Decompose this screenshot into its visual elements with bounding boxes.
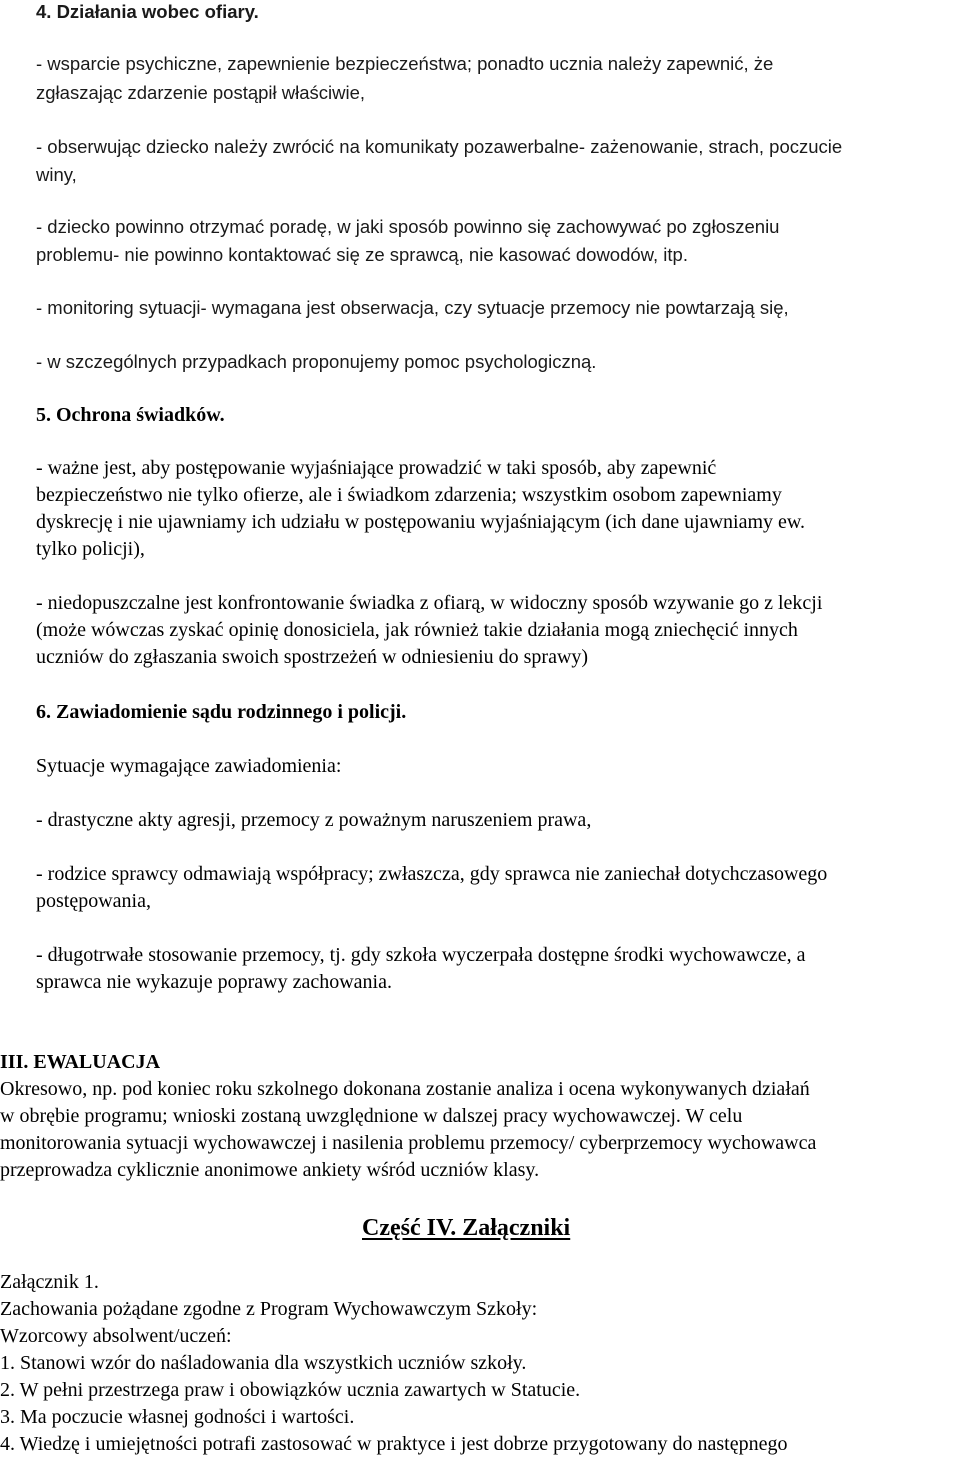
section-heading: 5. Ochrona świadków. xyxy=(36,404,225,426)
paragraph-line: - ważne jest, aby postępowanie wyjaśniające prowadzić w taki sposób, aby zapewnić xyxy=(36,457,717,479)
paragraph-line: Zachowania pożądane zgodne z Program Wychowawczym Szkoły: xyxy=(0,1298,538,1320)
paragraph-line: winy, xyxy=(36,164,77,185)
paragraph-line: Sytuacje wymagające zawiadomienia: xyxy=(36,755,342,777)
paragraph-line: zgłaszając zdarzenie postąpił właściwie, xyxy=(36,82,366,103)
section-heading: 4. Działania wobec ofiary. xyxy=(36,1,259,22)
paragraph-line: - dziecko powinno otrzymać poradę, w jaki sposób powinno się zachowywać po zgłoszeniu xyxy=(36,216,780,237)
paragraph-line: bezpieczeństwo nie tylko ofierze, ale i świadkom zdarzenia; wszystkim osobom zapewniamy xyxy=(36,484,782,506)
paragraph-line: (może wówczas zyskać opinię donosiciela, jak również takie działania mogą zniechęcić innych xyxy=(36,619,798,641)
paragraph-line: - drastyczne akty agresji, przemocy z poważnym naruszeniem prawa, xyxy=(36,809,592,831)
paragraph-line: - monitoring sytuacji- wymagana jest obserwacja, czy sytuacje przemocy nie powtarzają się, xyxy=(36,297,789,318)
paragraph-line: tylko policji), xyxy=(36,538,145,560)
list-item: 1. Stanowi wzór do naśladowania dla wszystkich uczniów szkoły. xyxy=(0,1352,527,1374)
paragraph-line: monitorowania sytuacji wychowawczej i nasilenia problemu przemocy/ cyberprzemocy wychowawca xyxy=(0,1132,817,1154)
paragraph-line: - niedopuszczalne jest konfrontowanie świadka z ofiarą, w widoczny sposób wzywanie go z lekcji xyxy=(36,592,823,614)
paragraph-line: - długotrwałe stosowanie przemocy, tj. gdy szkoła wyczerpała dostępne środki wychowawcze, a xyxy=(36,944,806,966)
paragraph-line: postępowania, xyxy=(36,890,151,912)
part-title: Część IV. Załączniki xyxy=(362,1215,571,1241)
paragraph-line: - wsparcie psychiczne, zapewnienie bezpieczeństwa; ponadto ucznia należy zapewnić, że xyxy=(36,53,774,74)
paragraph-line: uczniów do zgłaszania swoich spostrzeżeń w odniesieniu do sprawy) xyxy=(36,646,589,668)
paragraph-line: dyskrecję i nie ujawniamy ich udziału w postępowaniu wyjaśniającym (ich dane ujawniamy ew. xyxy=(36,511,806,533)
paragraph-line: Okresowo, np. pod koniec roku szkolnego dokonana zostanie analiza i ocena wykonywanych działań xyxy=(0,1078,810,1100)
paragraph-line: - obserwując dziecko należy zwrócić na komunikaty pozawerbalne- zażenowanie, strach, poczucie xyxy=(36,136,843,157)
paragraph-line: sprawca nie wykazuje poprawy zachowania. xyxy=(36,971,392,993)
list-item: 4. Wiedzę i umiejętności potrafi zastosować w praktyce i jest dobrze przygotowany do następnego xyxy=(0,1433,788,1455)
paragraph-line: przeprowadza cyklicznie anonimowe ankiety wśród uczniów klasy. xyxy=(0,1159,540,1181)
paragraph-line: Wzorcowy absolwent/uczeń: xyxy=(0,1325,232,1347)
attachment-label: Załącznik 1. xyxy=(0,1271,99,1293)
list-item: 3. Ma poczucie własnej godności i wartości. xyxy=(0,1406,355,1428)
paragraph-line: w obrębie programu; wnioski zostaną uwzględnione w dalszej pracy wychowawczej. W celu xyxy=(0,1105,743,1127)
paragraph-line: problemu- nie powinno kontaktować się ze sprawcą, nie kasować dowodów, itp. xyxy=(36,244,688,265)
paragraph-line: - w szczególnych przypadkach proponujemy pomoc psychologiczną. xyxy=(36,351,597,372)
list-item: 2. W pełni przestrzega praw i obowiązków ucznia zawartych w Statucie. xyxy=(0,1379,581,1401)
section-heading: III. EWALUACJA xyxy=(0,1051,161,1073)
section-heading: 6. Zawiadomienie sądu rodzinnego i policji. xyxy=(36,701,407,723)
paragraph-line: - rodzice sprawcy odmawiają współpracy; zwłaszcza, gdy sprawca nie zaniechał dotychczasowego xyxy=(36,863,828,885)
